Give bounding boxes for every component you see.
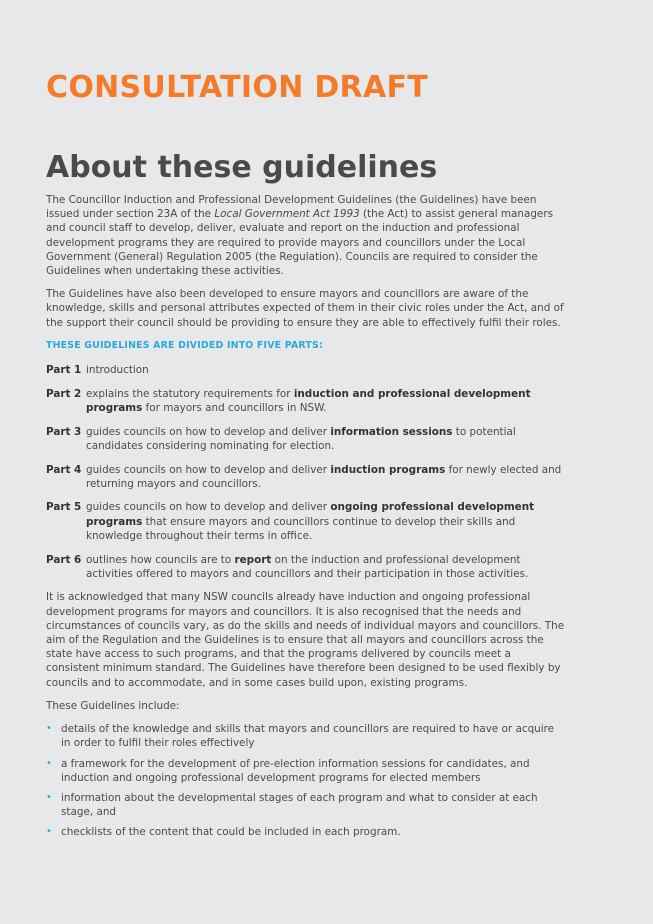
part-label: Part 3 bbox=[46, 425, 82, 438]
part-description: explains the statutory requirements for induction and professional development programs for mayors and councillors in NSW. bbox=[86, 387, 531, 414]
part-label: Part 6 bbox=[46, 553, 82, 566]
intro-p1-end: (the Act) to assist general managers and council staff to develop, deliver, evaluate and report on the induction and professional development programs they are required to provide mayors and councillors under the Local Government (General) Regulation 2005 (the Regulation). Councils are required to consider the Guidelines when undertaking these activities. bbox=[46, 208, 554, 278]
part-description: guides councils on how to develop and deliver information sessions to potential candidates considering nominating for election. bbox=[86, 425, 516, 452]
act-name: Local Government Act 1993 bbox=[214, 208, 360, 221]
page-title: About these guidelines bbox=[46, 150, 438, 185]
part-label: Part 2 bbox=[46, 387, 82, 400]
body-paragraph-4: These Guidelines include: bbox=[46, 699, 180, 712]
part-description: guides councils on how to develop and deliver induction programs for newly elected and returning mayors and councillors. bbox=[86, 463, 562, 490]
part-description: outlines how councils are to report on the induction and professional development activities offered to mayors and councillors and their participation in those activities. bbox=[86, 553, 529, 580]
parts-list bbox=[46, 363, 566, 581]
intro-paragraph-1 bbox=[46, 193, 566, 278]
part-description: introduction bbox=[86, 364, 149, 377]
intro-p1-start: The Councillor Induction and Professional Development Guidelines (the Guidelines) have been issued under section 23A of the bbox=[46, 194, 537, 221]
list-item: • checklists of the content that could be included in each program. bbox=[46, 826, 401, 839]
intro-paragraph-2: The Guidelines have also been developed to ensure mayors and councillors are aware of the knowledge, skills and personal attributes expected of them in their civic roles under the Act, and of the support their council should be providing to ensure they are able to effectively fulfil their roles. bbox=[46, 288, 564, 329]
body-paragraph-3: It is acknowledged that many NSW councils already have induction and ongoing professional development programs for mayors and councillors. It is also recognised that the needs and circumstances of councils vary, as do the skills and needs of individual mayors and councillors. The aim of the Regulation and the Guidelines is to ensure that all mayors and councillors across the state have access to such programs, and that the programs delivered by councils meet a consistent minimum standard. The Guidelines have therefore been designed to be used flexibly by councils and to accommodate, and in some cases build upon, existing programs. bbox=[46, 591, 565, 689]
list-item: • information about the developmental stages of each program and what to consider at each stage, and bbox=[46, 791, 538, 819]
part-description: guides councils on how to develop and deliver ongoing professional development programs that ensure mayors and councillors continue to develop their skills and knowledge throughout their terms in office. bbox=[86, 501, 535, 542]
part-item bbox=[46, 553, 566, 581]
guidelines-include-list bbox=[46, 722, 566, 839]
document-body bbox=[46, 193, 566, 846]
part-item bbox=[46, 387, 566, 415]
bullet-icon: • bbox=[46, 757, 52, 769]
part-label: Part 1 bbox=[46, 364, 82, 377]
list-item: • details of the knowledge and skills that mayors and councillors are required to have or acquire in order to fulfil their roles effectively bbox=[46, 723, 555, 750]
bullet-icon: • bbox=[46, 723, 52, 735]
bullet-icon: • bbox=[46, 826, 52, 838]
part-label: Part 4 bbox=[46, 463, 82, 476]
parts-heading: THESE GUIDELINES ARE DIVIDED INTO FIVE PARTS: bbox=[46, 339, 323, 351]
consultation-draft-label: CONSULTATION DRAFT bbox=[46, 70, 429, 105]
part-label: Part 5 bbox=[46, 501, 82, 514]
part-item bbox=[46, 363, 566, 377]
part-item bbox=[46, 463, 566, 491]
bullet-icon: • bbox=[46, 791, 52, 803]
part-item bbox=[46, 425, 566, 453]
list-item: • a framework for the development of pre-election information sessions for candidates, and induction and ongoing professional development programs for elected members bbox=[46, 757, 530, 784]
part-item bbox=[46, 500, 566, 543]
